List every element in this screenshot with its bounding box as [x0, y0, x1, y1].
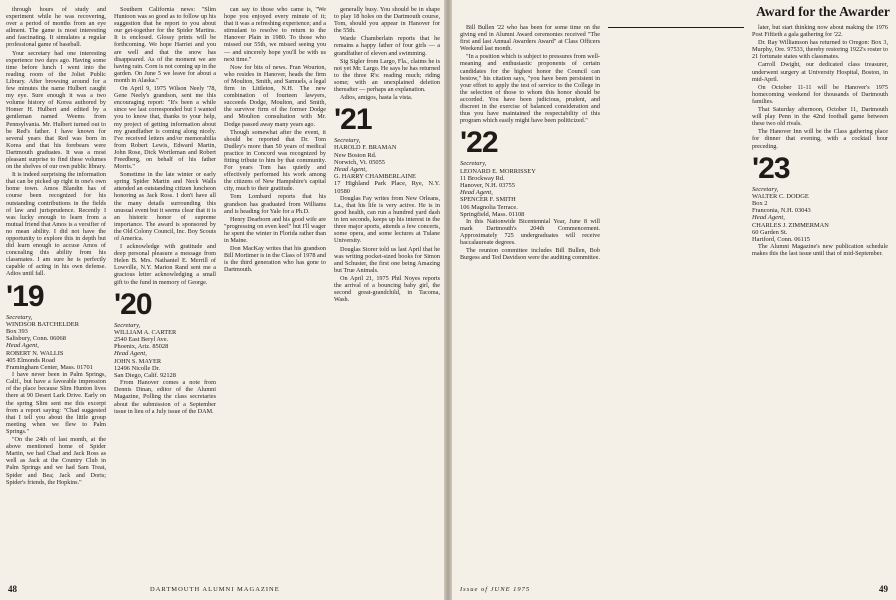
right-col-2 [752, 24, 888, 258]
address-line: 12496 Nicolle Dr. [114, 364, 160, 372]
address-line: Norwich, Vt. 05055 [334, 158, 386, 166]
address-line: New Boston Rd. [334, 151, 377, 159]
class-numeral: '23 [752, 151, 790, 185]
paragraph: Now for bits of news. Fran Wourton, who resides in Hanover, heads the firm of Moulton, Smith, and Samuels, a legal firm in Littleton, N.H. The new combination of fourteen lawyers, succeeds Dodge, Moulton, and Smith, the survivor firm of the former Dodge and Moulton consultation with Mr. Dodge passed away many years ago. [224, 63, 326, 128]
left-col-2 [114, 6, 216, 416]
article-headline: Award for the Awarder [756, 4, 890, 19]
paragraph: through hours of study and experiment while he was recovering, over a period of months from an eye ailment. The game is most interesting and fascinating. It simulates a regular professional game of baseball. [6, 6, 106, 49]
left-col-4 [334, 6, 440, 304]
paragraph: On April 21, 1975 Phil Noyes reports the arrival of a bouncing baby girl, the second great-grandchild, in Tacoma, Wash. [334, 274, 440, 304]
agent-label: Head Agent, [752, 214, 785, 222]
paragraph: Sometime in the late winter or early spring Spider Martin and Neck Walls attended an outstanding citizen luncheon honoring as Jack Ross. I don't have all the many details surrounding this unusual event but it seems clear that it is an historic honor of supreme importance. The award is sponsored by the Old Colony Council, Inc. Boy Scouts of America. [114, 171, 216, 242]
paragraph: That Saturday afternoon, October 11, Dartmouth will play Penn in the 42nd football game between these two old rivals. [752, 106, 888, 128]
paragraph: On October 11-11 will be Hanover's 1975 homecoming weekend for thousands of Dartmouth families. [752, 83, 888, 105]
paragraph: Carroll Dwight, our dedicated class treasurer, underwent surgery at University Hospital, Boston, in mid-April. [752, 61, 888, 83]
paragraph: The Alumni Magazine's new publication schedule makes this the last issue until that of mid-September. [752, 243, 888, 258]
address-line: 2540 East Beryl Ave. [114, 336, 169, 344]
secretary-block [114, 322, 216, 380]
secretary-label: Secretary, [334, 137, 361, 145]
address-line: Framingham Center, Mass. 01701 [6, 363, 93, 371]
address-line: WILLIAM A. CARTER [114, 328, 177, 336]
address-line: 106 Magnolia Terrace. [460, 203, 518, 211]
address-line: Salisbury, Conn. 06068 [6, 335, 66, 343]
paragraph: "In a position which is subject to pressures from well-meaning and enthusiastic proponents of certain candidates for the highest honor the Council can bestow," his citation says, "you have been persistent in your effort to apply the test of service to the College in the selection of those to whom this honor should be accorded. You have been judicious, prudent, and discreet in the exercise of balanced consideration and thus you have maintained the respectability of this program which easily might have been politicized." [460, 53, 600, 125]
right-page [452, 0, 896, 600]
secretary-block [752, 186, 888, 244]
agent-label: Head Agent, [460, 189, 493, 197]
issue-line: Issue of JUNE 1975 [460, 586, 531, 593]
agent-label: Head Agent, [334, 166, 367, 174]
page-number: 48 [8, 584, 17, 594]
class-numeral: '21 [334, 103, 372, 137]
class-numeral: '20 [114, 287, 152, 321]
address-line: Hanover, N.H. 03755 [460, 181, 515, 189]
class-numeral: '19 [6, 279, 44, 313]
secretary-label: Secretary, [114, 321, 141, 329]
paragraph: Dr. Ray Williamson has returned to Oregon: Box 3, Murphy, Ore. 97533, thereby restoring 1922's roster to 21 fortunate states with classmates. [752, 39, 888, 61]
secretary-block [6, 314, 106, 372]
paragraph: Henry Dearborn and his good wife are "progressing on even keel" but I'll wager he spent the winter in Florida rather than in Maine. [224, 215, 326, 244]
paragraph: Tom Lombard reports that his grandson has graduated from Williams and is heading for Yale for a Ph.D. [224, 193, 326, 215]
paragraph: Southern California news: "Slim Huntoon was so good as to follow up his suggestion that he report to you about our get-together for the Spider Martins. It is enclosed. Glossy prints will be forthcoming. We hope Harriet and you are well and that the snow has disappeared. As of the moment we are having rain. Corn is not coming up in the garden. On June 5 we leave for about a month in Alaska." [114, 6, 216, 84]
left-col-3 [224, 6, 326, 274]
paragraph: generally busy. You should be in shape to play 18 holes on the Dartmouth course, Tom, should you appear in Hanover for the 55th. [334, 6, 440, 35]
address-line: 405 Elmonds Road [6, 356, 55, 364]
secretary-label: Secretary, [6, 313, 33, 321]
paragraph: It is indeed surprising the information that can be picked up right in one's own home town. Amos Blandin has of course been recognized for his outstanding contributions in the fields of law and jurisprudence. Recently I was lucky enough to learn from a mutual friend that Amos is a versifier of no mean ability. I did not have the opportunity to explore this in depth but did learn enough to accuse Amos of concealing this ability from his classmates. I am sure he is perfectly capable of acting in his own defense. Adios until fall. [6, 171, 106, 278]
left-page [0, 0, 444, 600]
address-line: G. HARRY CHAMBERLAINE [334, 173, 416, 181]
right-col-middle [608, 24, 744, 31]
address-line: ROBERT N. WALLIS [6, 349, 64, 357]
paragraph: Sig Sigler from Largo, Fla., claims he is not yet Mr. Largo. He says he has returned to the three R's: reading much; riding some; with an unexplained deletion thereafter — perhaps an explanation. [334, 57, 440, 94]
address-line: LEONARD E. MORRISSEY [460, 167, 536, 175]
address-line: WALTER C. DODGE [752, 192, 809, 200]
address-line: 17 Highland Park Place, Rye, N.Y. 10580 [334, 180, 440, 195]
address-line: Franconia, N.H. 03043 [752, 207, 811, 215]
magazine-footer: DARTMOUTH ALUMNI MAGAZINE [150, 586, 280, 593]
secretary-block [460, 160, 600, 218]
paragraph: later, but start thinking now about making the 1976 Post Fiftieth a gala gathering for '22. [752, 24, 888, 39]
address-line: Box 393 [6, 327, 28, 335]
left-col-1 [6, 6, 106, 487]
paragraph: The Hanover Inn will be the Class gathering place for dinner that evening, with a cocktail hour preceding. [752, 128, 888, 150]
address-line: Box 2 [752, 200, 768, 207]
paragraph: Though somewhat after the event, it should be reported that Dr. Tom Dudley's more than 50 years of medical practice in Concord was recognized by fitting tribute to him by that community. For years Tom has quietly and effectively performed his work among the citizens of New Hampshire's capital city, much to their gratitude. [224, 128, 326, 193]
paragraph: The reunion committee includes Bill Bullen, Bob Burgess and Ted Davidson were the auditing committee. [460, 247, 600, 262]
paragraph: On April 9, 1975 Wilson Neely '78, Gene Neely's grandson, sent me this encouraging report: "It's been a while since we last corresponded but I wanted you to know that, thanks to your help, my project of getting information about my grandfather is coming along nicely. I've received letters and/or memorabilia from Robert Lewis, Edward Martin, John Rose, Dick Wortleman and Robert Freedberg, on behalf of his father Morris." [114, 85, 216, 171]
paragraph: Adios, amigos, hasta la vista. [340, 94, 413, 102]
address-line: SPENCER F. SMITH [460, 196, 516, 204]
paragraph: "On the 24th of last month, at the above mentioned home of Spider Martin, we had Chad and Jack Ross as well as Jack at the Country Club in Palm Springs and we had Sam Treat, Spider and Bea; Jack and Doris; Spider's friends, the Hopkins." [6, 436, 106, 486]
secretary-label: Secretary, [460, 160, 487, 168]
page-gutter [444, 0, 452, 600]
secretary-block [334, 137, 440, 195]
secretary-label: Secretary, [752, 185, 779, 193]
agent-label: Head Agent, [6, 342, 39, 350]
paragraph: Don MacKay writes that his grandson Bill Mortimer is in the Class of 1978 and is the third generation who has gone to Dartmouth. [224, 245, 326, 274]
right-col-1 [460, 24, 600, 263]
agent-label: Head Agent, [114, 350, 147, 358]
paragraph: Douglas Storer told us last April that he was writing pocket-sized books for Simon and Schuster, the first one being Amazing but True Animals. [334, 245, 440, 274]
paragraph: Douglas Fay writes from New Orleans, La., that his life is very active. He is in good health, can run a hundred yard dash in ten seconds, keeps up his interest in the three major sports, attends a few concerts, some opera, and some lectures at Tulane University. [334, 194, 440, 245]
paragraph: From Hanover comes a note from Dennis Dinan, editor of the Alumni Magazine, Polling the class secretaries about the submission of a September issue in lieu of a July issue of the DAM. [114, 379, 216, 415]
address-line: JOHN S. MAYER [114, 357, 162, 365]
class-numeral: '22 [460, 126, 498, 160]
address-line: HAROLD F. BRAMAN [334, 144, 397, 152]
address-line: 11 Brockway Rd. [460, 174, 505, 182]
paragraph: I acknowledge with gratitude and deep personal pleasure a message from Helen B. Mrs. Nathaniel E. Merrill of Lowville, N.Y. Marion Rand sent me a gracious letter acknowledging a small gift to the fund in memory of George. [114, 243, 216, 286]
address-line: Hartford, Conn. 06115 [752, 236, 810, 244]
paragraph: In this Nationwide Bicentennial Year, June 8 will mark Dartmouth's 204th Commencement. Approximately 725 undergraduates will receive baccalaureate degrees. [460, 217, 600, 247]
address-line: WINDSOR BATCHELDER [6, 320, 79, 328]
paragraph: Bill Bullen '22 who has been for some time on the giving end in Alumni Award ceremonies received "The first and last Annual Awarders Award" at Class Officers Weekend last month. [460, 24, 600, 53]
address-line: Phoenix, Ariz. 85028 [114, 343, 169, 351]
paragraph: I have never been in Palm Springs, Calif., but have a favorable impression of the place because Slim Hunton lives there at 90 Desert Lark Drive. Early on the spring Slim sent me this excerpt from a report saying: "Chad suggested that I tell you about the little group meeting when we flew to Palm Springs." [6, 371, 106, 435]
address-line: Springfield, Mass. 01108 [460, 210, 525, 218]
address-line: CHARLES J. ZIMMERMAN [752, 221, 829, 229]
paragraph: can say to those who came is, "We hope you enjoyed every minute of it; that it was a refreshing experience; and a stimulant to resolve to return to the Hanover Plain in 1980. To those who missed our 55th, we missed seeing you — and sincerely hope you'll be with us next time." [224, 6, 326, 63]
paragraph: Your secretary had one interesting experience two days ago. Having some time before lunch I went into the reading room of the Joliet Public Library. After browsing around for a few minutes the name Hulbert caught my eye. Sure enough it was a two volume history of Korea authored by Homer H. Hulbert and edited by a gentleman named Weems from Pennsylvania. Mr. Hulbert turned out to be Red's father. I have known for several years that Red was born in Korea and that his forebears were Dartmouth graduates. It was a most pleasant surprise to find these volumes on the shelves of our own public library. [6, 49, 106, 171]
page-number: 49 [879, 584, 888, 594]
address-line: San Diego, Calif. 92128 [114, 372, 176, 380]
address-line: 60 Garden St. [752, 228, 788, 236]
divider [608, 27, 744, 28]
paragraph: Warde Chamberlain reports that he remains a happy father of four girls — a grandfather of eleven and swimming. [334, 35, 440, 57]
